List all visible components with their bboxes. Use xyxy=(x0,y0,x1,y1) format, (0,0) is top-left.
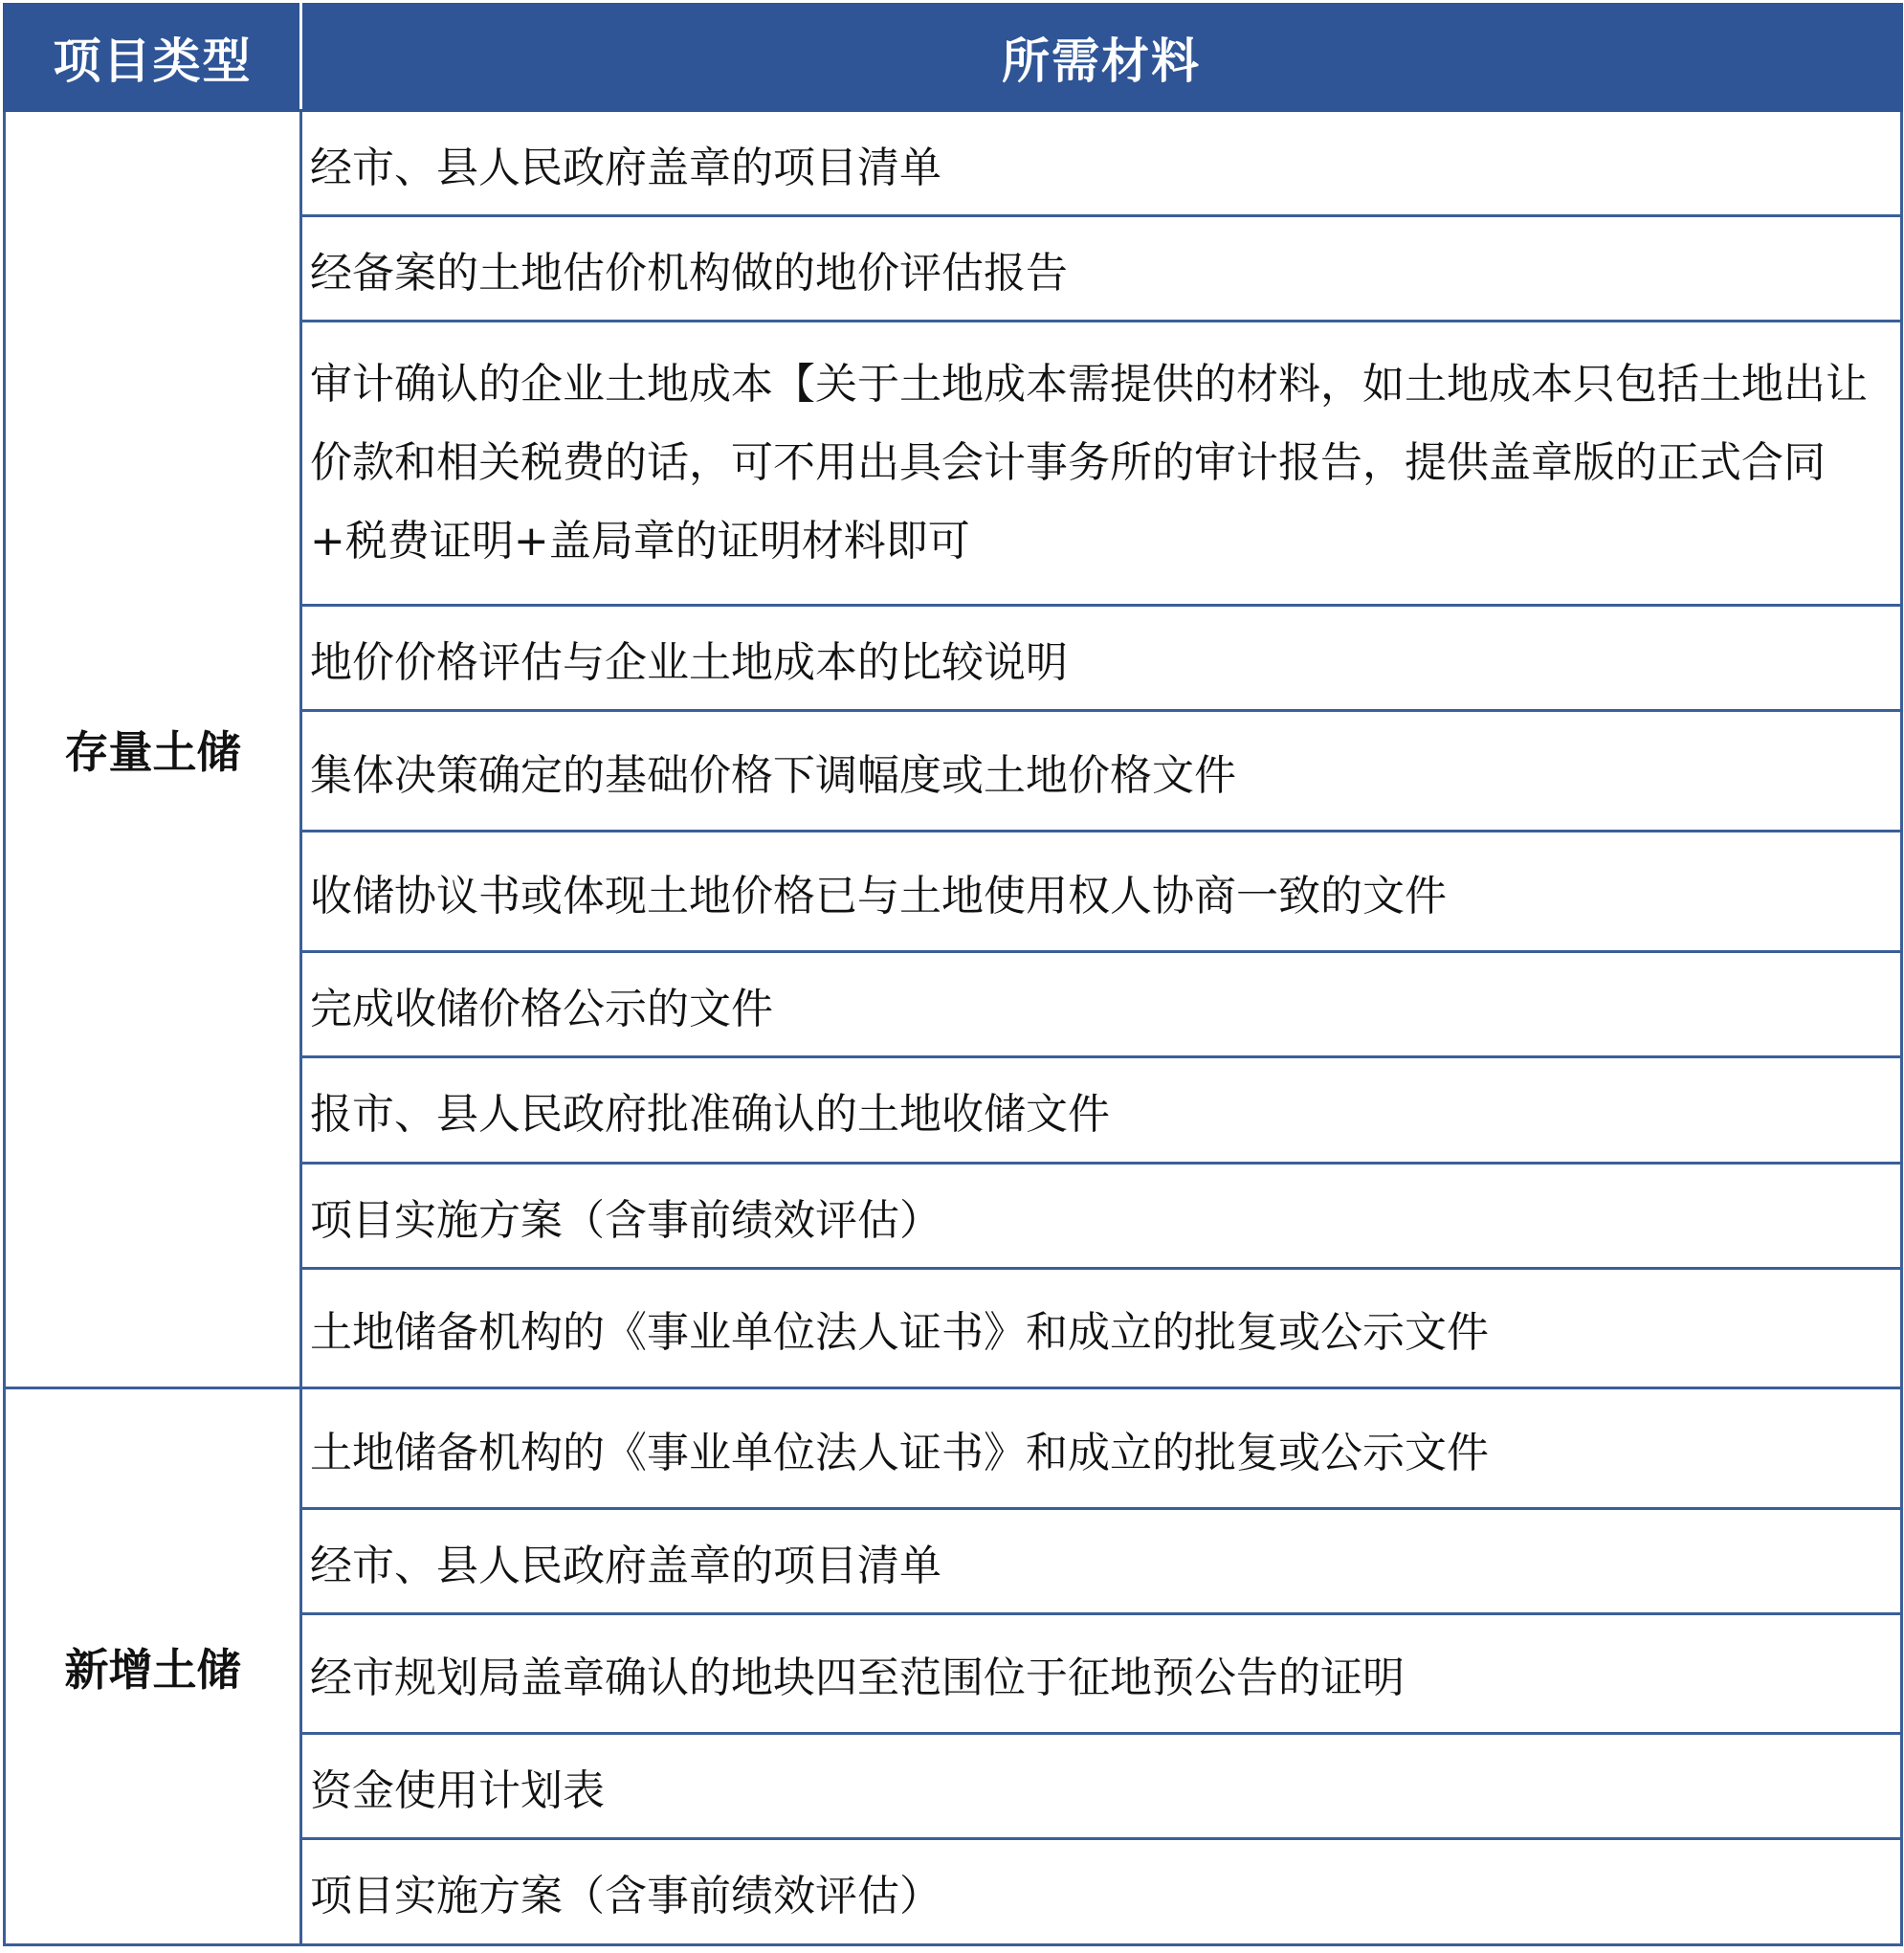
group-type-cell: 新增土储 xyxy=(5,1388,301,1945)
material-cell: 项目实施方案（含事前绩效评估） xyxy=(301,1839,1902,1945)
header-project-type: 项目类型 xyxy=(5,5,301,111)
material-cell: 项目实施方案（含事前绩效评估） xyxy=(301,1164,1902,1269)
material-cell: 土地储备机构的《事业单位法人证书》和成立的批复或公示文件 xyxy=(301,1269,1902,1388)
table-row xyxy=(5,1388,1902,1509)
material-cell: 收储协议书或体现土地价格已与土地使用权人协商一致的文件 xyxy=(301,832,1902,952)
group-type-cell: 存量土储 xyxy=(5,111,301,1388)
material-cell: 资金使用计划表 xyxy=(301,1734,1902,1839)
material-cell: 审计确认的企业土地成本【关于土地成本需提供的材料，如土地成本只包括土地出让价款和相关税费的话，可不用出具会计事务所的审计报告，提供盖章版的正式合同+税费证明+盖局章的证明材料即可 xyxy=(301,322,1902,606)
header-required-materials: 所需材料 xyxy=(301,5,1902,111)
header-row xyxy=(5,5,1902,111)
material-cell: 经市、县人民政府盖章的项目清单 xyxy=(301,1509,1902,1614)
material-cell: 完成收储价格公示的文件 xyxy=(301,952,1902,1057)
material-cell: 土地储备机构的《事业单位法人证书》和成立的批复或公示文件 xyxy=(301,1388,1902,1509)
table-row xyxy=(5,111,1902,216)
material-cell: 集体决策确定的基础价格下调幅度或土地价格文件 xyxy=(301,711,1902,832)
material-cell: 经市、县人民政府盖章的项目清单 xyxy=(301,111,1902,216)
material-cell: 地价价格评估与企业土地成本的比较说明 xyxy=(301,606,1902,711)
material-cell: 经备案的土地估价机构做的地价评估报告 xyxy=(301,216,1902,322)
material-cell: 经市规划局盖章确认的地块四至范围位于征地预公告的证明 xyxy=(301,1614,1902,1734)
material-cell: 报市、县人民政府批准确认的土地收储文件 xyxy=(301,1057,1902,1164)
materials-table xyxy=(3,3,1903,1946)
